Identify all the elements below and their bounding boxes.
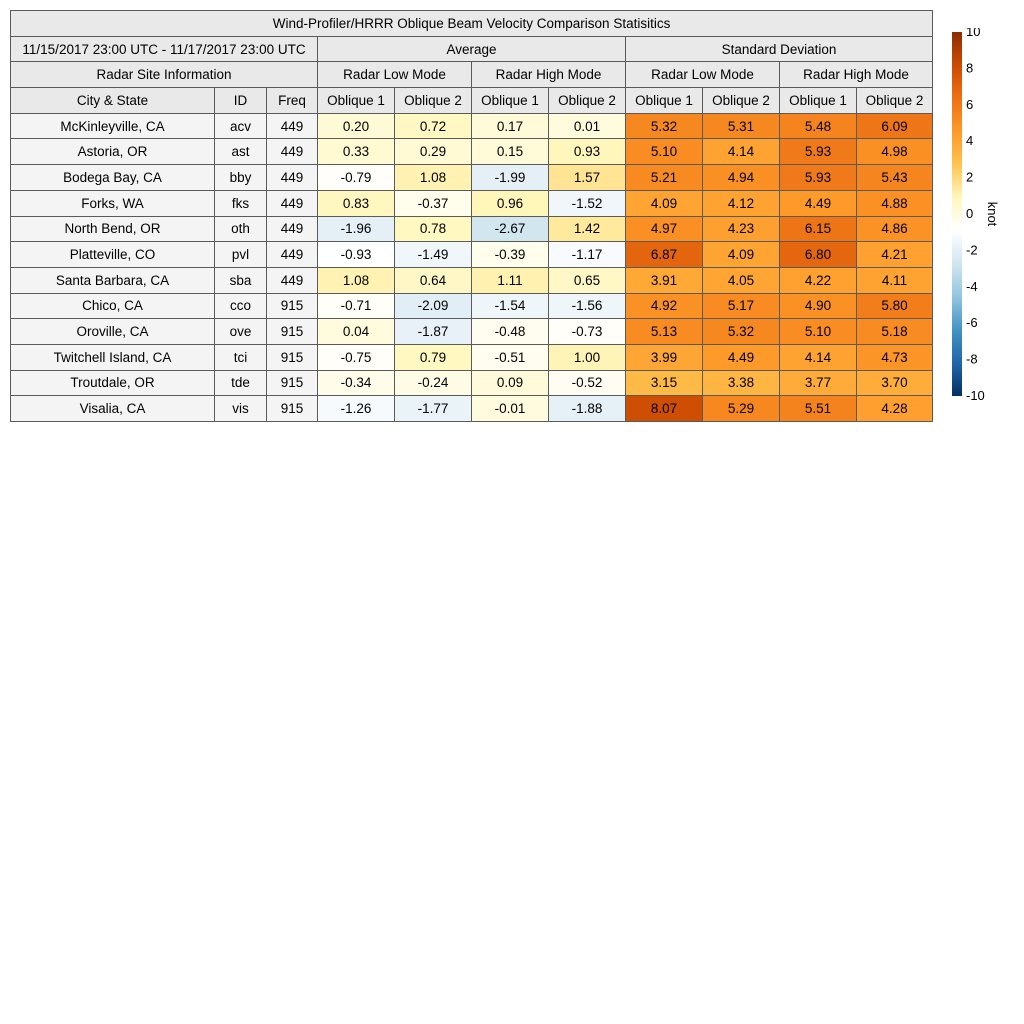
- site-id-cell: vis: [215, 396, 267, 422]
- std-dev-value-cell: 5.17: [703, 293, 780, 319]
- site-id-cell: sba: [215, 267, 267, 293]
- average-value-cell: -1.99: [472, 165, 549, 191]
- table-row: [11, 190, 933, 216]
- std-dev-value-cell: 3.70: [857, 370, 933, 396]
- site-city-cell: Santa Barbara, CA: [11, 267, 215, 293]
- std-dev-value-cell: 6.09: [857, 113, 933, 139]
- site-info-header: Radar Site Information: [11, 62, 318, 88]
- colorbar-tick-label: 4: [966, 133, 974, 149]
- std-dev-value-cell: 4.86: [857, 216, 933, 242]
- average-value-cell: -1.56: [549, 293, 626, 319]
- std-dev-value-cell: 5.29: [703, 396, 780, 422]
- colorbar-gradient: [952, 32, 962, 396]
- average-value-cell: 0.79: [395, 344, 472, 370]
- site-city-cell: North Bend, OR: [11, 216, 215, 242]
- site-id-cell: tde: [215, 370, 267, 396]
- std-dev-value-cell: 4.12: [703, 190, 780, 216]
- site-id-cell: oth: [215, 216, 267, 242]
- std-dev-value-cell: 6.87: [626, 242, 703, 268]
- table-row: [11, 344, 933, 370]
- average-value-cell: -1.77: [395, 396, 472, 422]
- site-city-cell: Forks, WA: [11, 190, 215, 216]
- average-value-cell: 1.08: [318, 267, 395, 293]
- std-dev-value-cell: 4.22: [780, 267, 857, 293]
- colorbar-tick-label: -8: [966, 351, 978, 367]
- table-row: [11, 267, 933, 293]
- std-dev-value-cell: 4.92: [626, 293, 703, 319]
- colorbar-tick-label: -2: [966, 242, 978, 258]
- site-freq-cell: 915: [267, 293, 318, 319]
- std-dev-value-cell: 4.73: [857, 344, 933, 370]
- site-freq-cell: 915: [267, 319, 318, 345]
- site-city-cell: McKinleyville, CA: [11, 113, 215, 139]
- std-dev-value-cell: 5.21: [626, 165, 703, 191]
- average-value-cell: -1.87: [395, 319, 472, 345]
- average-value-cell: -2.67: [472, 216, 549, 242]
- average-value-cell: 0.78: [395, 216, 472, 242]
- site-freq-cell: 915: [267, 370, 318, 396]
- std-dev-value-cell: 5.43: [857, 165, 933, 191]
- average-value-cell: -0.93: [318, 242, 395, 268]
- column-header-oblique-2: Oblique 2: [395, 88, 472, 114]
- std-dev-value-cell: 5.32: [626, 113, 703, 139]
- std-dev-value-cell: 3.15: [626, 370, 703, 396]
- table-row: [11, 370, 933, 396]
- average-value-cell: 0.29: [395, 139, 472, 165]
- std-dev-value-cell: 4.14: [780, 344, 857, 370]
- site-id-cell: fks: [215, 190, 267, 216]
- average-value-cell: 0.04: [318, 319, 395, 345]
- site-id-cell: ove: [215, 319, 267, 345]
- colorbar-tick-label: 2: [966, 169, 974, 185]
- average-value-cell: 0.93: [549, 139, 626, 165]
- std-dev-value-cell: 4.49: [780, 190, 857, 216]
- column-header-oblique-1: Oblique 1: [472, 88, 549, 114]
- average-value-cell: 1.08: [395, 165, 472, 191]
- average-value-cell: 0.96: [472, 190, 549, 216]
- site-freq-cell: 449: [267, 216, 318, 242]
- std-low-mode-header: Radar Low Mode: [626, 62, 780, 88]
- std-dev-value-cell: 4.94: [703, 165, 780, 191]
- std-dev-value-cell: 5.10: [780, 319, 857, 345]
- site-id-cell: cco: [215, 293, 267, 319]
- average-value-cell: -1.49: [395, 242, 472, 268]
- average-value-cell: 1.11: [472, 267, 549, 293]
- std-dev-value-cell: 8.07: [626, 396, 703, 422]
- average-value-cell: 0.65: [549, 267, 626, 293]
- average-value-cell: -0.79: [318, 165, 395, 191]
- std-dev-value-cell: 4.97: [626, 216, 703, 242]
- stats-table: [10, 10, 933, 422]
- column-header-oblique-2: Oblique 2: [857, 88, 933, 114]
- site-freq-cell: 449: [267, 165, 318, 191]
- std-dev-value-cell: 4.21: [857, 242, 933, 268]
- std-dev-value-cell: 6.15: [780, 216, 857, 242]
- column-header-city: City & State: [11, 88, 215, 114]
- site-freq-cell: 449: [267, 190, 318, 216]
- average-value-cell: 0.01: [549, 113, 626, 139]
- average-value-cell: -0.39: [472, 242, 549, 268]
- std-dev-value-cell: 4.14: [703, 139, 780, 165]
- average-value-cell: 1.57: [549, 165, 626, 191]
- std-dev-value-cell: 3.38: [703, 370, 780, 396]
- average-value-cell: -0.37: [395, 190, 472, 216]
- avg-low-mode-header: Radar Low Mode: [318, 62, 472, 88]
- column-header-oblique-2: Oblique 2: [703, 88, 780, 114]
- site-freq-cell: 915: [267, 396, 318, 422]
- std-high-mode-header: Radar High Mode: [780, 62, 933, 88]
- average-value-cell: -1.26: [318, 396, 395, 422]
- column-header-freq: Freq: [267, 88, 318, 114]
- site-freq-cell: 449: [267, 242, 318, 268]
- std-dev-value-cell: 4.28: [857, 396, 933, 422]
- std-dev-value-cell: 5.31: [703, 113, 780, 139]
- column-header-oblique-1: Oblique 1: [626, 88, 703, 114]
- site-id-cell: tci: [215, 344, 267, 370]
- average-value-cell: -0.24: [395, 370, 472, 396]
- site-city-cell: Bodega Bay, CA: [11, 165, 215, 191]
- table-row: [11, 293, 933, 319]
- std-dev-value-cell: 3.91: [626, 267, 703, 293]
- std-dev-value-cell: 5.48: [780, 113, 857, 139]
- std-dev-value-cell: 4.09: [626, 190, 703, 216]
- avg-high-mode-header: Radar High Mode: [472, 62, 626, 88]
- average-value-cell: -0.71: [318, 293, 395, 319]
- site-id-cell: acv: [215, 113, 267, 139]
- table-row: [11, 319, 933, 345]
- colorbar: [948, 28, 1018, 408]
- average-value-cell: 1.00: [549, 344, 626, 370]
- average-value-cell: -0.48: [472, 319, 549, 345]
- date-range: 11/15/2017 23:00 UTC - 11/17/2017 23:00 UTC: [11, 36, 318, 62]
- colorbar-tick-label: -4: [966, 278, 978, 294]
- std-dev-value-cell: 4.23: [703, 216, 780, 242]
- table-body: [11, 113, 933, 421]
- site-city-cell: Oroville, CA: [11, 319, 215, 345]
- table-row: [11, 113, 933, 139]
- table-row: [11, 396, 933, 422]
- colorbar-ticks: [966, 28, 985, 403]
- table-row: [11, 216, 933, 242]
- std-dev-value-cell: 5.13: [626, 319, 703, 345]
- site-id-cell: bby: [215, 165, 267, 191]
- colorbar-tick-label: 0: [966, 206, 974, 221]
- site-id-cell: pvl: [215, 242, 267, 268]
- std-dev-value-cell: 5.93: [780, 165, 857, 191]
- colorbar-tick-label: 10: [966, 28, 981, 39]
- average-value-cell: -1.17: [549, 242, 626, 268]
- colorbar-tick-label: 8: [966, 60, 974, 76]
- std-dev-value-cell: 4.49: [703, 344, 780, 370]
- site-freq-cell: 449: [267, 113, 318, 139]
- site-city-cell: Platteville, CO: [11, 242, 215, 268]
- site-freq-cell: 915: [267, 344, 318, 370]
- average-value-cell: -1.52: [549, 190, 626, 216]
- site-city-cell: Astoria, OR: [11, 139, 215, 165]
- column-header-id: ID: [215, 88, 267, 114]
- std-dev-value-cell: 5.10: [626, 139, 703, 165]
- average-header: Average: [318, 36, 626, 62]
- std-dev-value-cell: 5.51: [780, 396, 857, 422]
- site-city-cell: Troutdale, OR: [11, 370, 215, 396]
- std-dev-value-cell: 4.09: [703, 242, 780, 268]
- site-city-cell: Chico, CA: [11, 293, 215, 319]
- std-dev-value-cell: 5.32: [703, 319, 780, 345]
- std-dev-value-cell: 4.98: [857, 139, 933, 165]
- average-value-cell: 0.72: [395, 113, 472, 139]
- std-dev-value-cell: 3.99: [626, 344, 703, 370]
- table-row: [11, 165, 933, 191]
- column-header-oblique-1: Oblique 1: [780, 88, 857, 114]
- average-value-cell: -0.52: [549, 370, 626, 396]
- average-value-cell: -0.73: [549, 319, 626, 345]
- colorbar-tick-label: -6: [966, 315, 978, 331]
- average-value-cell: -1.96: [318, 216, 395, 242]
- average-value-cell: 0.64: [395, 267, 472, 293]
- site-id-cell: ast: [215, 139, 267, 165]
- std-dev-value-cell: 5.80: [857, 293, 933, 319]
- site-city-cell: Visalia, CA: [11, 396, 215, 422]
- average-value-cell: -2.09: [395, 293, 472, 319]
- std-dev-value-cell: 4.11: [857, 267, 933, 293]
- std-dev-header: Standard Deviation: [626, 36, 933, 62]
- column-header-oblique-1: Oblique 1: [318, 88, 395, 114]
- std-dev-value-cell: 4.05: [703, 267, 780, 293]
- average-value-cell: -0.75: [318, 344, 395, 370]
- average-value-cell: -0.51: [472, 344, 549, 370]
- colorbar-tick-label: 6: [966, 96, 974, 112]
- site-freq-cell: 449: [267, 139, 318, 165]
- colorbar-label: knot: [985, 201, 1000, 227]
- site-city-cell: Twitchell Island, CA: [11, 344, 215, 370]
- colorbar-tick-label: -10: [966, 388, 985, 403]
- std-dev-value-cell: 4.88: [857, 190, 933, 216]
- average-value-cell: 0.33: [318, 139, 395, 165]
- std-dev-value-cell: 3.77: [780, 370, 857, 396]
- average-value-cell: 0.83: [318, 190, 395, 216]
- std-dev-value-cell: 4.90: [780, 293, 857, 319]
- table-row: [11, 242, 933, 268]
- average-value-cell: 0.09: [472, 370, 549, 396]
- average-value-cell: 1.42: [549, 216, 626, 242]
- site-freq-cell: 449: [267, 267, 318, 293]
- table-title: Wind-Profiler/HRRR Oblique Beam Velocity Comparison Statisitics: [11, 11, 933, 37]
- average-value-cell: -0.34: [318, 370, 395, 396]
- std-dev-value-cell: 5.93: [780, 139, 857, 165]
- table-row: [11, 139, 933, 165]
- column-header-oblique-2: Oblique 2: [549, 88, 626, 114]
- average-value-cell: 0.20: [318, 113, 395, 139]
- average-value-cell: 0.15: [472, 139, 549, 165]
- std-dev-value-cell: 5.18: [857, 319, 933, 345]
- average-value-cell: -1.54: [472, 293, 549, 319]
- average-value-cell: 0.17: [472, 113, 549, 139]
- average-value-cell: -1.88: [549, 396, 626, 422]
- average-value-cell: -0.01: [472, 396, 549, 422]
- std-dev-value-cell: 6.80: [780, 242, 857, 268]
